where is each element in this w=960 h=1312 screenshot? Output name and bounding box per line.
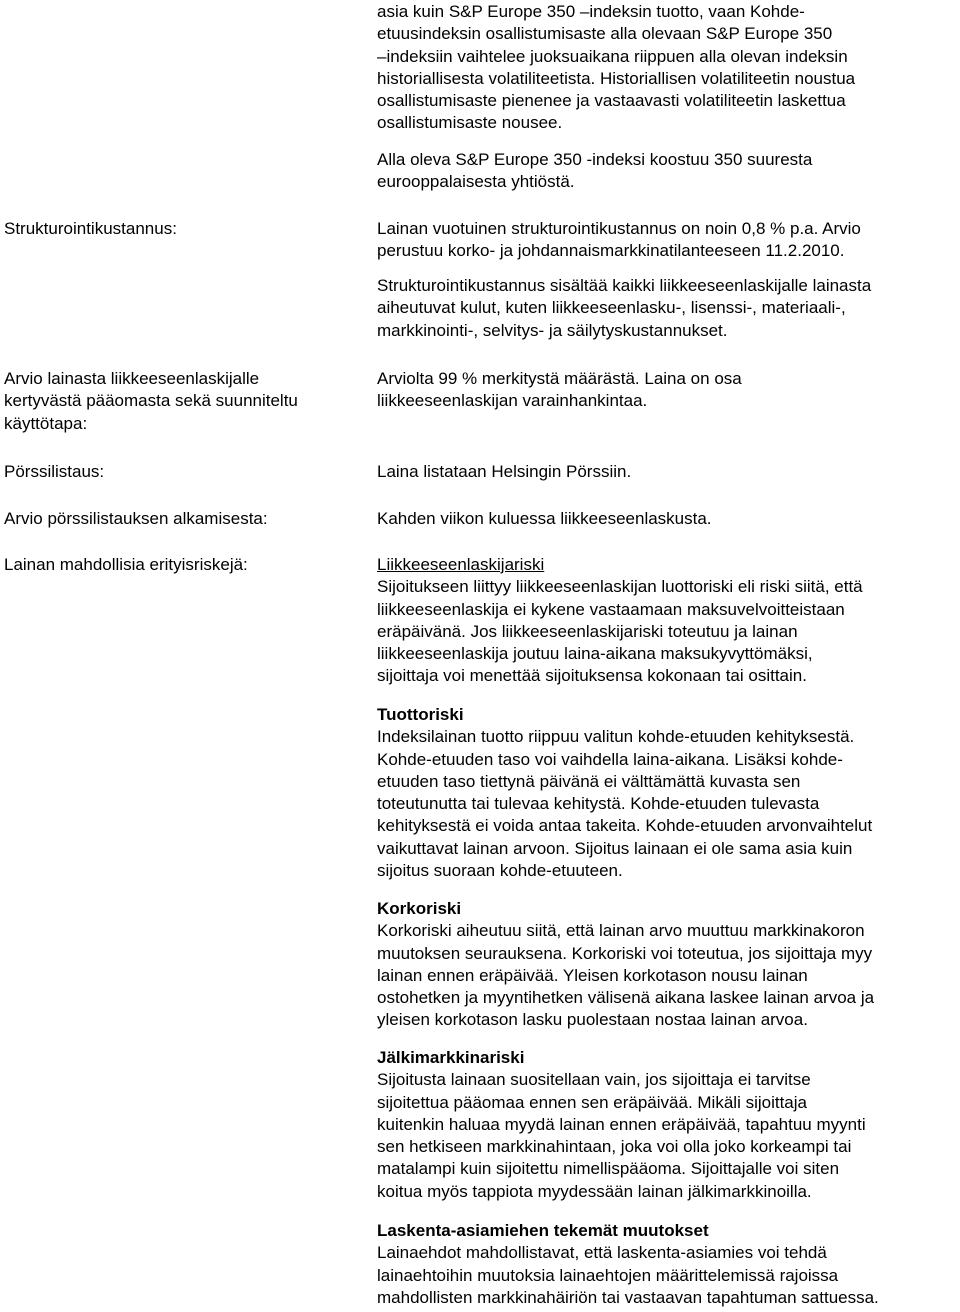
secondary-market-risk-text: Sijoitusta lainaan suositellaan vain, jos sijoittaja ei tarvitse sijoitettua pääomaa ennen sen eräpäivää. Mikäli sijoittaja kuitenkin haluaa myydä lainan ennen eräpäivää, tapahtuu myynti sen hetkiseen markkinahintaan, joka voi olla joko korkeampi tai matalampi kuin sijoitettu nimellispääoma. Sijoittajalle voi siten koitua myös tappiota myydessään lainan jälkimarkkinoilla. (377, 1070, 866, 1201)
secondary-market-risk-section (377, 1047, 960, 1203)
interest-risk-text: Korkoriski aiheutuu siitä, että lainan arvo muuttuu markkinakoron muutoksen seurauksena. Korkoriski voi toteutua, jos sijoittaja myy lainan ennen eräpäivää. Yleisen korkotason nousu lainan ostohetken ja myyntihetken välisenä aikana laskee lainan arvoa ja yleisen korkotason lasku puolestaan nostaa lainan arvoa. (377, 921, 875, 1030)
issuer-risk-section (377, 554, 960, 688)
use-of-proceeds-text: Arviolta 99 % merkitystä määrästä. Laina on osa liikkeeseenlaskijan varainhankintaa. (377, 369, 742, 411)
top-paragraph-1: asia kuin S&P Europe 350 –indeksin tuotto, vaan Kohde- etuusindeksin osallistumisaste alla olevaan S&P Europe 350 –indeksiin vaihtelee juoksuaikana riippuen alla olevan indeksin historiallisesta volatiliteetista. Historiallisen volatiliteetin noustua osallistumisaste pienenee ja vastaavasti volatiliteetin laskettua osallistumisaste nousee. (377, 2, 856, 133)
return-risk-text: Indeksilainan tuotto riippuu valitun kohde-etuuden kehityksestä. Kohde-etuuden taso voi vaihdella laina-aikana. Lisäksi kohde- etuuden taso tiettynä päivänä ei välttämättä kuvasta sen toteutunutta tai tulevaa kehitystä. Kohde-etuuden tulevasta kehityksestä ei voida antaa takeita. Kohde-etuuden arvonvaihtelut vaikuttavat lainan arvoon. Sijoitus lainaan ei ole sama asia kuin sijoitus suoraan kohde-etuuteen. (377, 727, 873, 881)
interest-risk-heading: Korkoriski (377, 899, 462, 918)
secondary-market-risk-heading: Jälkimarkkinariski (377, 1048, 525, 1067)
structuring-cost-paragraph-2: Strukturointikustannus sisältää kaikki liikkeeseenlaskijalle lainasta aiheutuvat kulut, kuten liikkeeseenlasku-, lisenssi-, materiaali-, markkinointi-, selvitys- ja säilytyskustannukset. (377, 276, 872, 340)
structuring-cost-label: Strukturointikustannus: (4, 219, 177, 238)
listing-label: Pörssilistaus: (4, 462, 105, 481)
calculation-agent-changes-heading: Laskenta-asiamiehen tekemät muutokset (377, 1221, 709, 1240)
special-risks-label: Lainan mahdollisia erityisriskejä: (4, 555, 248, 574)
listing-start-label: Arvio pörssilistauksen alkamisesta: (4, 509, 268, 528)
listing-start-text: Kahden viikon kuluessa liikkeeseenlaskusta. (377, 509, 712, 528)
return-risk-section (377, 704, 960, 882)
return-risk-heading: Tuottoriski (377, 705, 464, 724)
structuring-cost-paragraph-1: Lainan vuotuinen strukturointikustannus on noin 0,8 % p.a. Arvio perustuu korko- ja johdannaismarkkinatilanteeseen 11.2.2010. (377, 219, 861, 261)
calculation-agent-changes-section (377, 1220, 960, 1309)
use-of-proceeds-label: Arvio lainasta liikkeeseenlaskijalle kertyvästä pääomasta sekä suunniteltu käyttötapa: (4, 369, 298, 433)
issuer-risk-text: Sijoitukseen liittyy liikkeeseenlaskijan luottoriski eli riski siitä, että liikkeeseenlaskija ei kykene vastaamaan maksuvelvoitteistaan eräpäivänä. Jos liikkeeseenlaskijariski toteutuu ja lainan liikkeeseenlaskija joutuu laina-aikana maksukyvyttömäksi, sijoittaja voi menettää sijoituksensa kokonaan tai osittain. (377, 577, 863, 686)
listing-text: Laina listataan Helsingin Pörssiin. (377, 462, 632, 481)
calculation-agent-changes-text: Lainaehdot mahdollistavat, että laskenta-asiamies voi tehdä lainaehtoihin muutoksia lainaehtojen määrittelemissä rajoissa mahdollisten markkinahäiriön tai vastaavan tapahtuman sattuessa. (377, 1243, 879, 1307)
interest-risk-section (377, 898, 960, 1032)
top-paragraph-2: Alla oleva S&P Europe 350 -indeksi koostuu 350 suuresta eurooppalaisesta yhtiöstä. (377, 150, 813, 192)
issuer-risk-heading: Liikkeeseenlaskijariski (377, 555, 545, 574)
